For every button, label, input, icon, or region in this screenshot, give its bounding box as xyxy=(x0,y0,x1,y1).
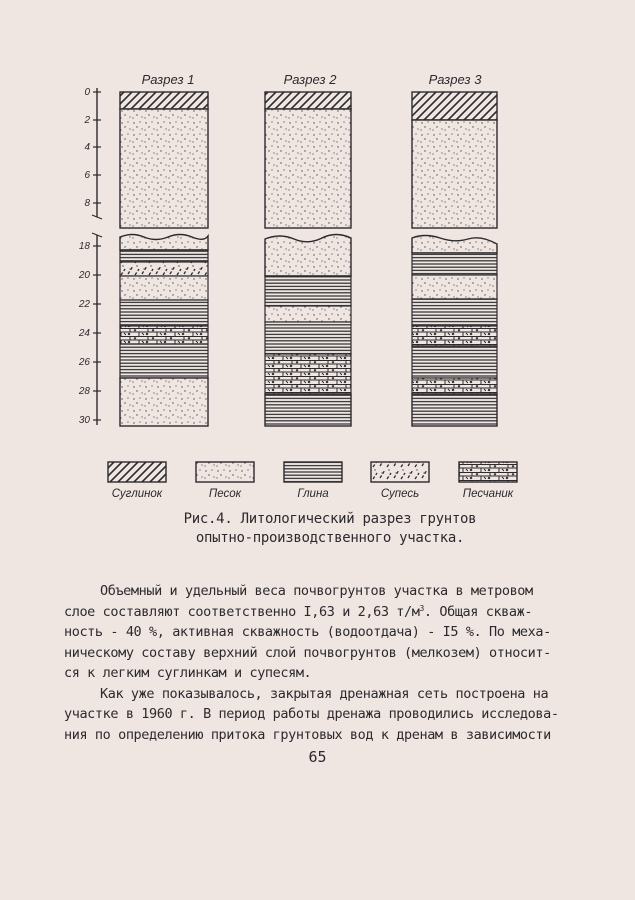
tick-label: 4 xyxy=(84,142,90,153)
section-column-2 xyxy=(265,92,351,426)
tick-label: 2 xyxy=(84,115,90,126)
legend-label-sand: Песок xyxy=(208,488,242,500)
body-text xyxy=(64,581,584,745)
tick-label: 24 xyxy=(78,328,90,339)
text-line: Как уже показывалось, закрытая дренажная сеть построена на xyxy=(100,685,549,702)
text-line: участке в 1960 г. В период работы дренажа проводились исследова- xyxy=(64,706,559,722)
text-line: ния по определению притока грунтовых вод к дренам в зависимости xyxy=(64,726,551,743)
legend-label-sandstone: Песчаник xyxy=(462,488,514,500)
text-line: ническому составу верхний слой почвогрунтов (мелкозем) относит- xyxy=(64,644,551,661)
column-title-1: Разрез 1 xyxy=(141,72,195,87)
section-column-1 xyxy=(120,92,208,426)
page-number: 65 xyxy=(308,748,327,766)
section-column-3 xyxy=(412,92,497,426)
text-fragment: . Общая скваж- xyxy=(423,603,533,620)
text-line xyxy=(64,602,584,623)
figure-caption xyxy=(120,510,540,548)
legend-label-loam: Суглинок xyxy=(111,488,163,500)
tick-label: 0 xyxy=(84,87,90,98)
legend xyxy=(108,462,517,500)
legend-label-clay: Глина xyxy=(297,488,329,500)
tick-label: 26 xyxy=(78,357,90,368)
caption-line-2: опытно-производственного участка. xyxy=(195,530,465,546)
tick-label: 22 xyxy=(78,299,90,310)
tick-label: 6 xyxy=(84,170,90,181)
tick-label: 18 xyxy=(78,241,90,252)
tick-label: 20 xyxy=(78,270,90,281)
text-line: ность - 40 %, активная скважность (водоотдача) - I5 %. По меха- xyxy=(64,624,551,640)
column-title-2: Разрез 2 xyxy=(283,72,337,87)
text-line: ся к легким суглинкам и супесям. xyxy=(64,665,312,681)
paragraph-2 xyxy=(64,684,584,746)
column-title-3: Разрез 3 xyxy=(428,72,482,87)
superscript: 3 xyxy=(419,603,424,613)
tick-label: 8 xyxy=(84,198,90,209)
legend-label-sandy-loam: Супесь xyxy=(380,488,420,500)
legend-swatch-sand xyxy=(196,462,254,482)
legend-swatch-sandy-loam xyxy=(371,462,429,482)
legend-swatch-loam xyxy=(108,462,166,482)
tick-label: 28 xyxy=(78,386,90,397)
paragraph-1 xyxy=(64,581,584,684)
legend-swatch-clay xyxy=(284,462,342,482)
text-line: Объемный и удельный веса почвогрунтов участка в метровом xyxy=(100,583,533,599)
legend-swatch-sandstone xyxy=(459,462,517,482)
depth-axis xyxy=(78,87,102,426)
text-fragment: слое составляют соответственно I,63 и 2,63 т/м xyxy=(64,603,420,620)
caption-line-1: Рис.4. Литологический разрез грунтов xyxy=(183,511,477,527)
tick-label: 30 xyxy=(78,415,90,426)
